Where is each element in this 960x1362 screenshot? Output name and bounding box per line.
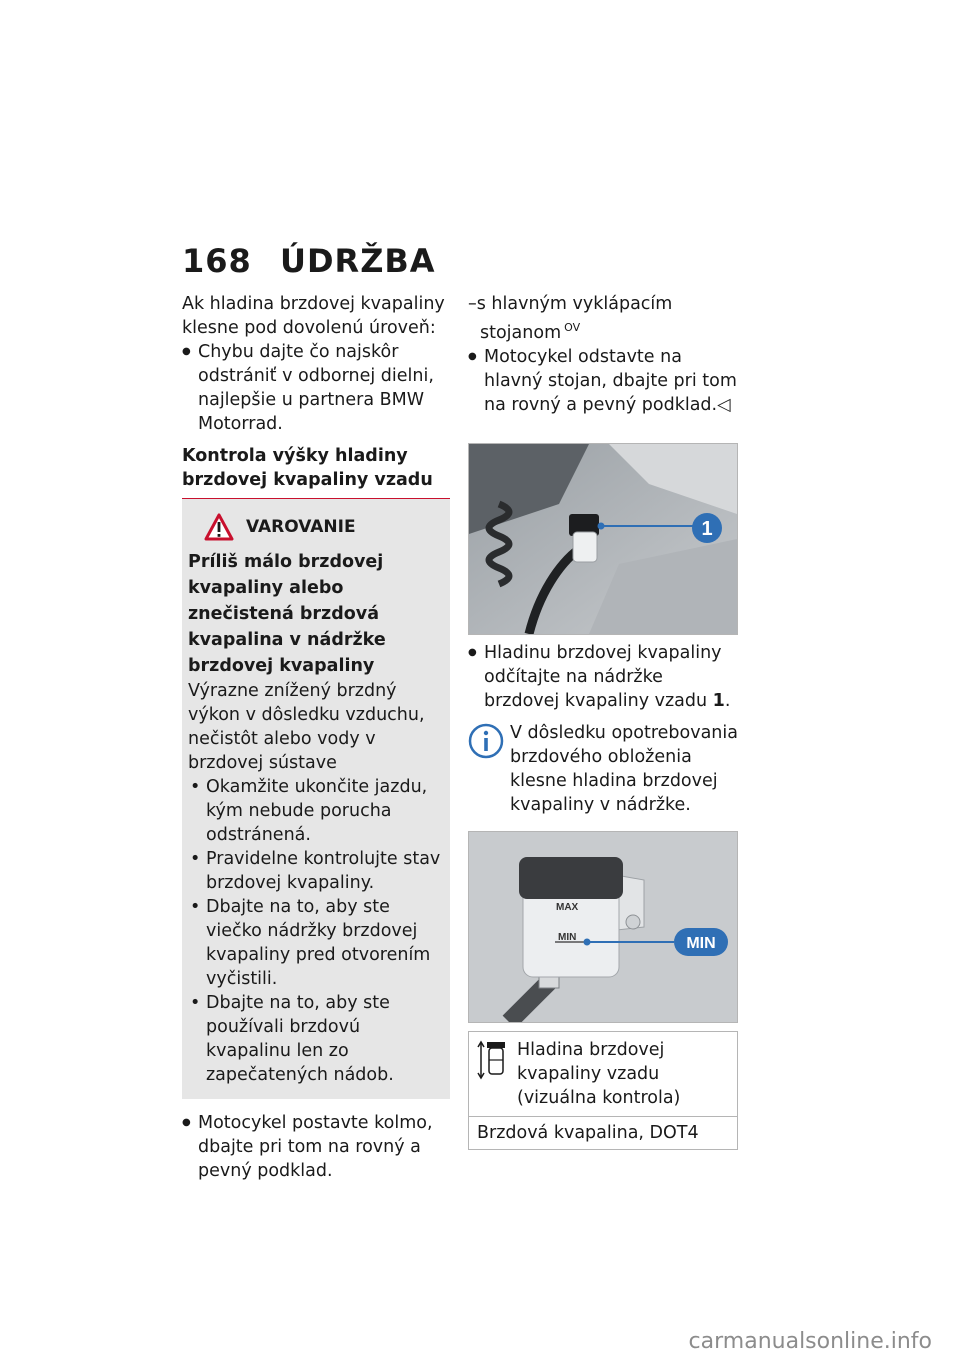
section-heading: Kontrola výšky hladiny brzdovej kvapaliny vzadu bbox=[182, 446, 433, 490]
min-callout: MIN bbox=[686, 934, 716, 952]
reservoir-location-image bbox=[469, 444, 737, 634]
page-header bbox=[182, 242, 436, 280]
optional-equipment-mark: OV bbox=[564, 321, 581, 334]
figure-motorcycle-reservoir bbox=[468, 443, 738, 635]
warning-header bbox=[204, 513, 442, 541]
info-note bbox=[468, 721, 738, 817]
figure-reservoir-levels bbox=[468, 831, 738, 1023]
min-label: MIN bbox=[558, 931, 577, 943]
warning-item: • Pravidelne kontrolujte stav brzdovej kvapaliny. bbox=[188, 847, 442, 895]
step-bullet bbox=[468, 641, 738, 713]
reservoir-level-image bbox=[469, 832, 737, 1022]
warning-cause: Príliš málo brzdovej kvapaliny alebo znečistená brzdová kvapalina v nádržke brzdovej kvapaliny bbox=[188, 552, 386, 676]
callout-1: 1 bbox=[701, 517, 713, 540]
warning-item: • Dbajte na to, aby ste viečko nádržky brzdovej kvapaliny pred otvorením vyčistili. bbox=[188, 895, 442, 991]
warning-title: VAROVANIE bbox=[246, 517, 356, 537]
intro-text: Ak hladina brzdovej kvapaliny klesne pod dovolenú úroveň: bbox=[182, 294, 445, 338]
step-bullet: ● Motocykel postavte kolmo, dbajte pri tom na rovný a pevný podklad. bbox=[182, 1111, 450, 1183]
left-column bbox=[182, 292, 450, 1183]
end-mark-icon: ◁ bbox=[717, 394, 731, 415]
intro-bullet: ● Chybu dajte čo najskôr odstrániť v odbornej dielni, najlepšie u partnera BMW Motorrad. bbox=[182, 340, 450, 436]
max-label: MAX bbox=[556, 901, 579, 913]
condition-item bbox=[468, 292, 738, 345]
step-text: Motocykel odstavte na hlavný stojan, dbajte pri tom na rovný a pevný podklad. bbox=[484, 346, 737, 415]
step-suffix: . bbox=[724, 690, 731, 711]
warning-effect: Výrazne znížený brzdný výkon v dôsledku vzduchu, nečistôt alebo vody v brzdovej sústave bbox=[188, 681, 425, 773]
step-bullet bbox=[468, 345, 738, 417]
info-icon bbox=[468, 723, 504, 759]
step-text: Hladinu brzdovej kvapaliny odčítajte na nádržke brzdovej kvapaliny vzadu bbox=[484, 642, 722, 711]
watermark: carmanualsonline.info bbox=[688, 1329, 932, 1354]
warning-box bbox=[182, 498, 450, 1099]
spec-header bbox=[469, 1032, 737, 1117]
warning-triangle-icon bbox=[204, 513, 234, 541]
spec-title: Hladina brzdovej kvapaliny vzadu (vizuálna kontrola) bbox=[517, 1039, 681, 1108]
warning-item: • Okamžite ukončite jazdu, kým nebude porucha odstránená. bbox=[188, 775, 442, 847]
warning-item: • Dbajte na to, aby ste používali brzdovú kvapalinu len zo zapečatených nádob. bbox=[188, 991, 442, 1087]
section-title: ÚDRŽBA bbox=[280, 242, 436, 280]
right-column bbox=[468, 292, 738, 1150]
condition-text: –s hlavným vyklápacím stojanom bbox=[468, 294, 673, 343]
spec-value: Brzdová kvapalina, DOT4 bbox=[477, 1122, 699, 1143]
page-number: 168 bbox=[182, 242, 252, 280]
spec-table bbox=[468, 1031, 738, 1150]
fluid-level-icon bbox=[477, 1038, 509, 1084]
step-ref: 1 bbox=[712, 690, 725, 711]
info-text: V dôsledku opotrebovania brzdového obloženia klesne hladina brzdovej kvapaliny v nádržke. bbox=[510, 722, 738, 815]
